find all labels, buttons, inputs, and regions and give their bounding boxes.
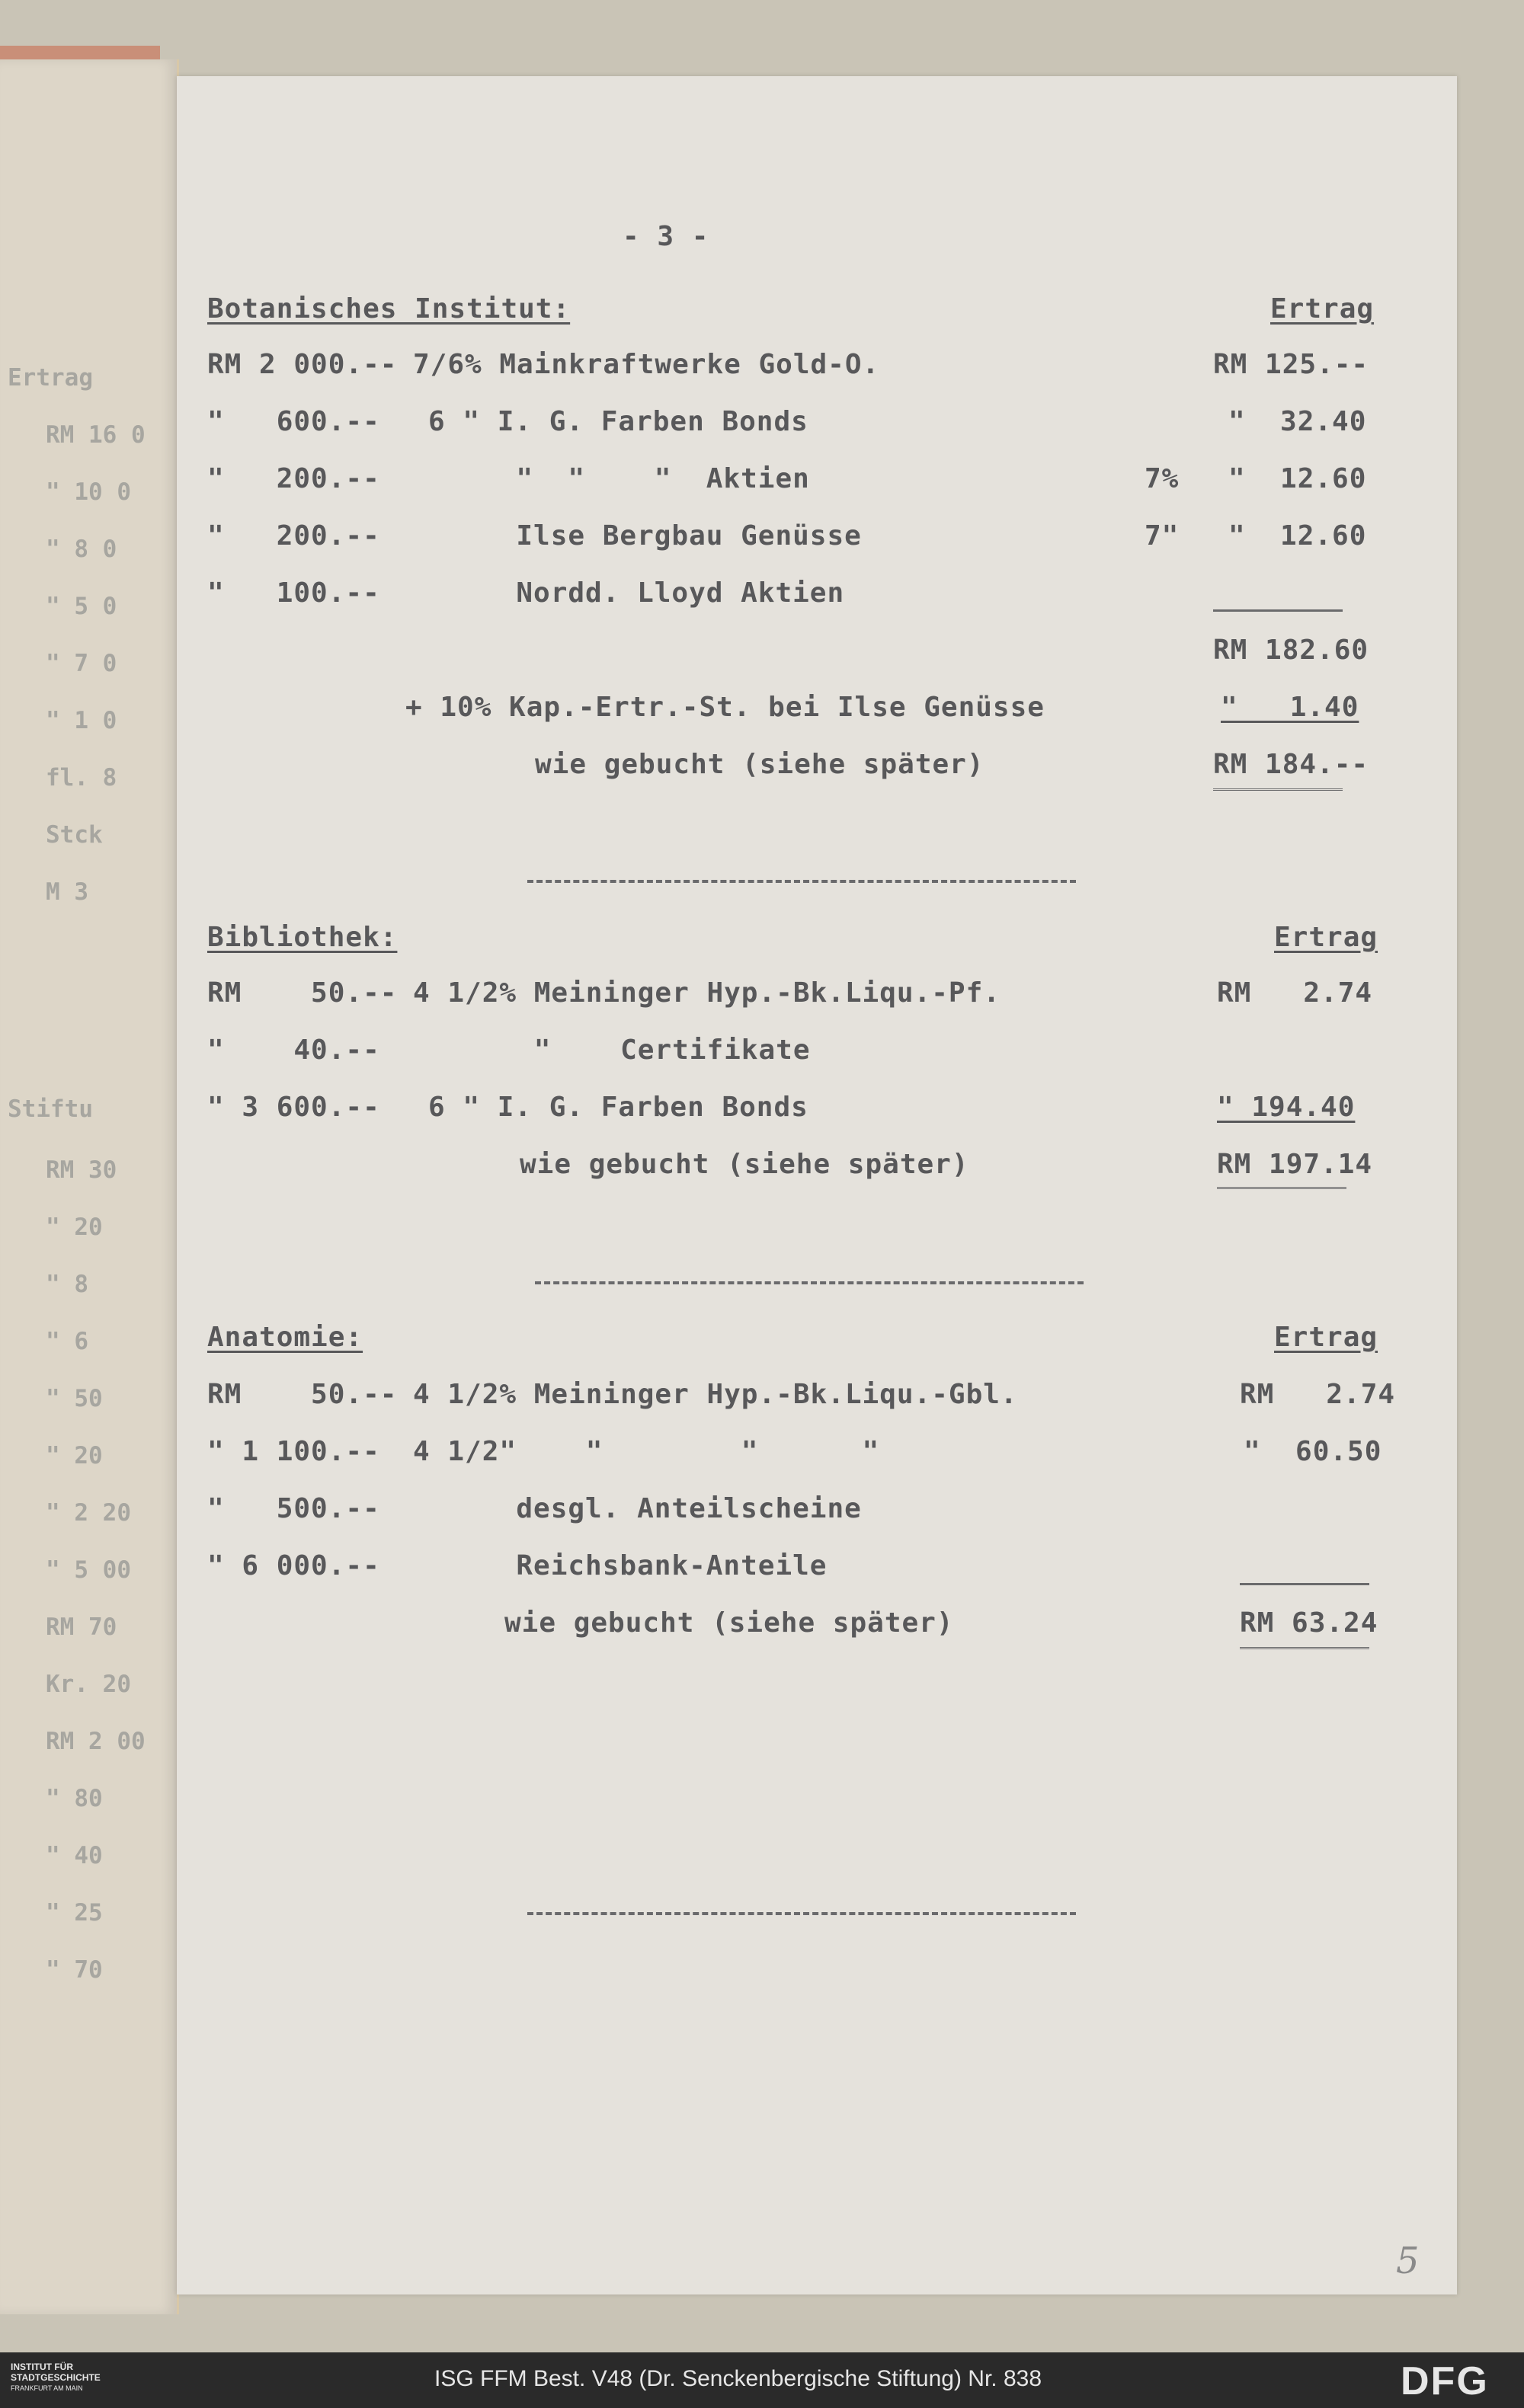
left-page-fragment: " 1 0 [46,707,117,734]
description: 4 1/2% Meininger Hyp.-Bk.Liqu.-Pf. [413,977,1001,1009]
left-page-fragment: " 70 [46,1956,103,1984]
section-separator [535,1281,1084,1284]
total: RM 184.-- [1213,749,1369,780]
left-page [0,59,179,2314]
total-double-rule [1240,1647,1369,1649]
left-page-fragment: RM 70 [46,1613,117,1641]
left-page-fragment: Stiftu [8,1095,93,1123]
description: Ilse Bergbau Genüsse [482,520,862,552]
section-heading-anatomie: Anatomie: [207,1322,363,1353]
amount: RM 2 000.-- [207,349,398,380]
left-page-fragment: RM 30 [46,1156,117,1184]
archive-footer [0,2352,1524,2408]
amount: " 100.-- [207,577,380,609]
ertrag-label: Ertrag [1274,922,1378,953]
left-page-fragment: " 5 00 [46,1556,131,1584]
value: RM 125.-- [1213,349,1369,380]
institute-line: INSTITUT FÜR [11,2362,73,2372]
amount: RM 50.-- [207,977,398,1009]
left-page-fragment: Stck [46,821,103,849]
value: RM 2.74 [1240,1379,1396,1410]
left-page-fragment: " 20 [46,1442,103,1469]
left-page-fragment: fl. 8 [46,764,117,791]
booked-note: wie gebucht (siehe später) [535,749,985,780]
sum-rule [1213,609,1343,612]
institute-line: STADTGESCHICHTE [11,2372,101,2383]
left-page-fragment: " 6 [46,1328,88,1355]
total-double-rule [1217,1187,1346,1189]
value: " 32.40 [1228,406,1367,437]
sum-rule [1240,1583,1369,1585]
total: RM 63.24 [1240,1607,1378,1639]
tax-note: + 10% Kap.-Ertr.-St. bei Ilse Genüsse [405,692,1045,723]
description: 4 1/2" " " " [413,1436,880,1467]
left-page-fragment: " 10 0 [46,478,131,506]
left-page-fragment: Ertrag [8,364,93,392]
amount: " 500.-- [207,1493,380,1524]
description: 7/6% Mainkraftwerke Gold-O. [413,349,880,380]
value: " 60.50 [1244,1436,1382,1467]
description: 4 1/2% Meininger Hyp.-Bk.Liqu.-Gbl. [413,1379,1018,1410]
section-heading-bibliothek: Bibliothek: [207,922,398,953]
description: Reichsbank-Anteile [482,1550,828,1581]
description: 6 " I. G. Farben Bonds [428,406,808,437]
handwritten-page-number: 5 [1396,2240,1420,2282]
left-page-fragment: " 50 [46,1385,103,1412]
left-page-fragment: Kr. 20 [46,1671,131,1698]
left-page-fragment: " 5 0 [46,593,117,620]
subtotal: RM 182.60 [1213,635,1369,666]
page-number: - 3 - [623,221,709,252]
amount: " 200.-- [207,463,380,494]
amount: " 200.-- [207,520,380,552]
amount: " 40.-- [207,1035,380,1066]
amount: " 600.-- [207,406,380,437]
section-separator [527,880,1076,883]
amount: RM 50.-- [207,1379,398,1410]
left-page-fragment: " 40 [46,1842,103,1869]
left-page-fragment: " 7 0 [46,650,117,677]
left-page-fragment: RM 2 00 [46,1728,146,1755]
amount: " 3 600.-- [207,1092,380,1123]
value: " 194.40 [1217,1092,1356,1123]
left-page-fragment: " 8 0 [46,536,117,563]
booked-note: wie gebucht (siehe später) [504,1607,954,1639]
value: RM 2.74 [1217,977,1373,1009]
left-page-fragment: " 25 [46,1899,103,1927]
percent: 7" [1145,520,1180,552]
description: Nordd. Lloyd Aktien [482,577,845,609]
institute-line: FRANKFURT AM MAIN [11,2384,83,2392]
value: " 12.60 [1228,463,1367,494]
left-page-fragment: " 20 [46,1214,103,1241]
dfg-logo: DFG [1401,2359,1489,2403]
description: " " " Aktien [482,463,810,494]
total-double-rule [1213,788,1343,791]
left-page-fragment: " 2 20 [46,1499,131,1527]
section-heading-botanisches-institut: Botanisches Institut: [207,293,571,325]
left-page-fragment: " 8 [46,1271,88,1298]
amount: " 6 000.-- [207,1550,380,1581]
left-page-fragment: M 3 [46,878,88,906]
booked-note: wie gebucht (siehe später) [520,1149,969,1180]
archive-reference: ISG FFM Best. V48 (Dr. Senckenbergische Stiftung) Nr. 838 [434,2366,1042,2391]
ertrag-label: Ertrag [1270,293,1375,325]
left-page-fragment: " 80 [46,1785,103,1812]
total: RM 197.14 [1217,1149,1373,1180]
amount: " 1 100.-- [207,1436,380,1467]
ertrag-label: Ertrag [1274,1322,1378,1353]
section-separator [527,1912,1076,1915]
document-page [177,76,1457,2294]
description: 6 " I. G. Farben Bonds [428,1092,808,1123]
description: " Certifikate [413,1035,811,1066]
percent: 7% [1145,463,1180,494]
description: desgl. Anteilscheine [482,1493,862,1524]
tax-value: " 1.40 [1221,692,1359,723]
value: " 12.60 [1228,520,1367,552]
institute-logo [11,2362,101,2394]
left-page-fragment: RM 16 0 [46,421,146,449]
